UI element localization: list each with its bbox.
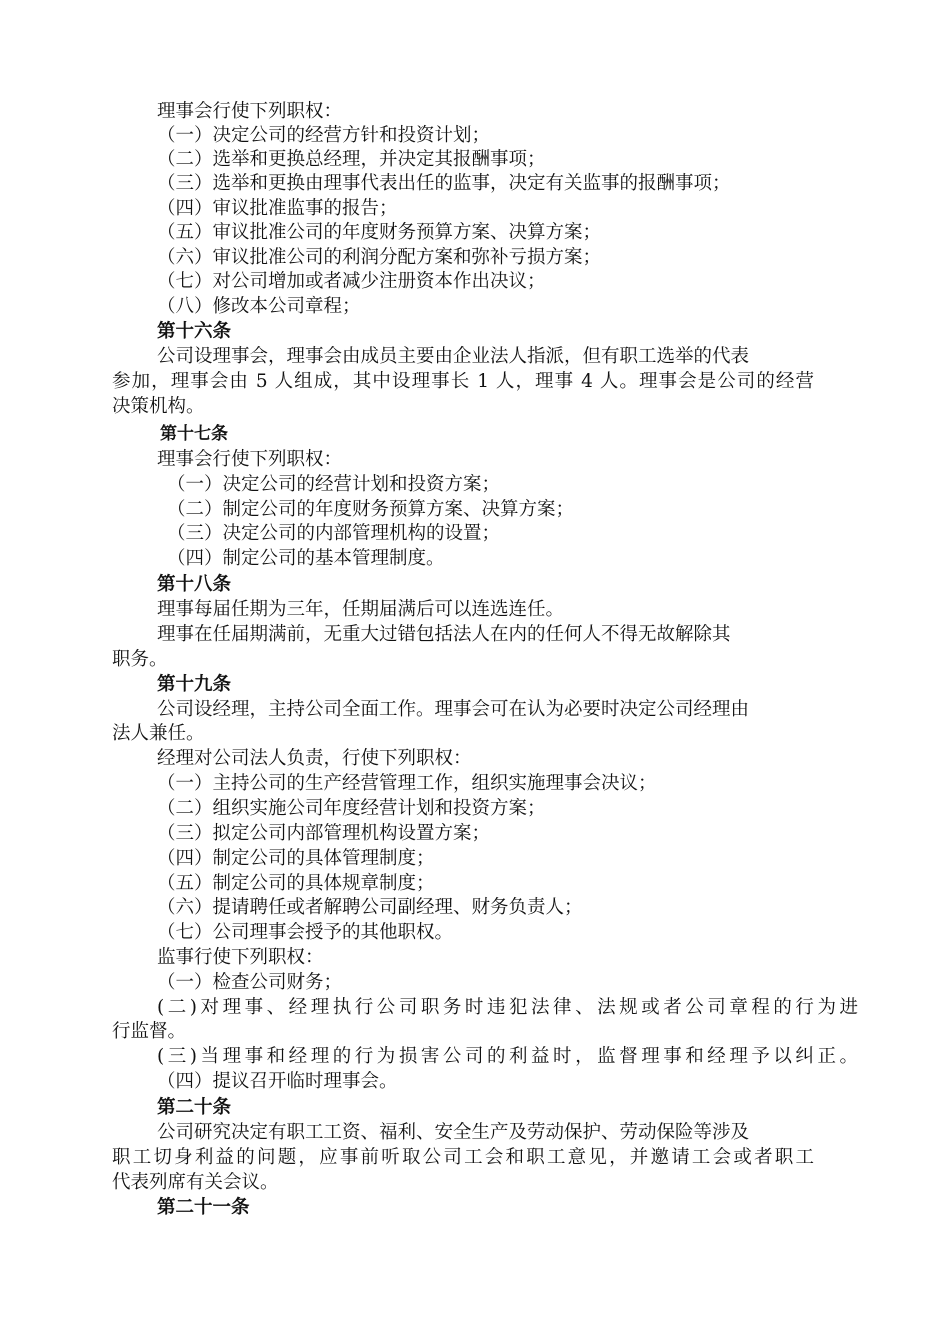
text-line: 监事行使下列职权： — [157, 947, 324, 968]
article-heading: 第十八条 — [157, 574, 232, 595]
text-line: 公司研究决定有职工工资、福利、安全生产及劳动保护、劳动保险等涉及 — [157, 1122, 750, 1143]
text-line: 参加，理事会由 5 人组成，其中设理事长 1 人，理事 4 人。理事会是公司的经营 — [112, 371, 814, 392]
list-item: (二)对理事、经理执行公司职务时违犯法律、法规或者公司章程的行为进 — [157, 997, 858, 1018]
list-item: （一）决定公司的经营计划和投资方案； — [167, 474, 501, 495]
list-item: （七）对公司增加或者减少注册资本作出决议； — [157, 271, 546, 292]
list-item: （三）选举和更换由理事代表出任的监事，决定有关监事的报酬事项； — [157, 173, 731, 194]
list-item: （八）修改本公司章程； — [157, 296, 361, 317]
text-line: 代表列席有关会议。 — [112, 1172, 279, 1193]
list-item: （四）制定公司的基本管理制度。 — [167, 548, 445, 569]
article-heading: 第二十一条 — [157, 1197, 250, 1218]
text-line: 理事会行使下列职权： — [157, 449, 343, 470]
text-line: 公司设经理，主持公司全面工作。理事会可在认为必要时决定公司经理由 — [157, 699, 750, 720]
list-item: （二）组织实施公司年度经营计划和投资方案； — [157, 798, 546, 819]
list-item: (三)当理事和经理的行为损害公司的利益时，监督理事和经理予以纠正。 — [157, 1046, 858, 1067]
list-item: （五）制定公司的具体规章制度； — [157, 873, 435, 894]
text-line: 职务。 — [112, 649, 168, 670]
list-item: （五）审议批准公司的年度财务预算方案、决算方案； — [157, 222, 602, 243]
list-item: （三）拟定公司内部管理机构设置方案； — [157, 823, 491, 844]
list-item: （一）主持公司的生产经营管理工作，组织实施理事会决议； — [157, 773, 657, 794]
text-line: 公司设理事会，理事会由成员主要由企业法人指派，但有职工选举的代表 — [157, 346, 750, 367]
list-item: （六）提请聘任或者解聘公司副经理、财务负责人； — [157, 897, 583, 918]
article-heading: 第十九条 — [157, 674, 232, 695]
text-line: 理事每届任期为三年，任期届满后可以连选连任。 — [157, 599, 565, 620]
text-line: 理事会行使下列职权： — [157, 101, 343, 122]
text-line: 理事在任届期满前，无重大过错包括法人在内的任何人不得无故解除其 — [157, 624, 731, 645]
text-line: 决策机构。 — [112, 396, 205, 417]
list-item: （七）公司理事会授予的其他职权。 — [157, 922, 454, 943]
list-item: （四）制定公司的具体管理制度； — [157, 848, 435, 869]
text-line: 行监督。 — [112, 1021, 187, 1042]
article-heading: 第十六条 — [157, 321, 232, 342]
text-line: 经理对公司法人负责，行使下列职权： — [157, 748, 472, 769]
list-item: （四）审议批准监事的报告； — [157, 198, 398, 219]
text-line: 职工切身利益的问题，应事前听取公司工会和职工意见，并邀请工会或者职工 — [112, 1147, 814, 1168]
list-item: （三）决定公司的内部管理机构的设置； — [167, 523, 501, 544]
list-item: （一）决定公司的经营方针和投资计划； — [157, 125, 491, 146]
text-line: 法人兼任。 — [112, 723, 205, 744]
list-item: （二）制定公司的年度财务预算方案、决算方案； — [167, 499, 575, 520]
list-item: （四）提议召开临时理事会。 — [157, 1071, 398, 1092]
article-heading: 第二十条 — [157, 1097, 232, 1118]
article-heading: 第十七条 — [160, 424, 228, 444]
list-item: （六）审议批准公司的利润分配方案和弥补亏损方案； — [157, 247, 602, 268]
list-item: （一）检查公司财务； — [157, 972, 343, 993]
list-item: （二）选举和更换总经理，并决定其报酬事项； — [157, 149, 546, 170]
